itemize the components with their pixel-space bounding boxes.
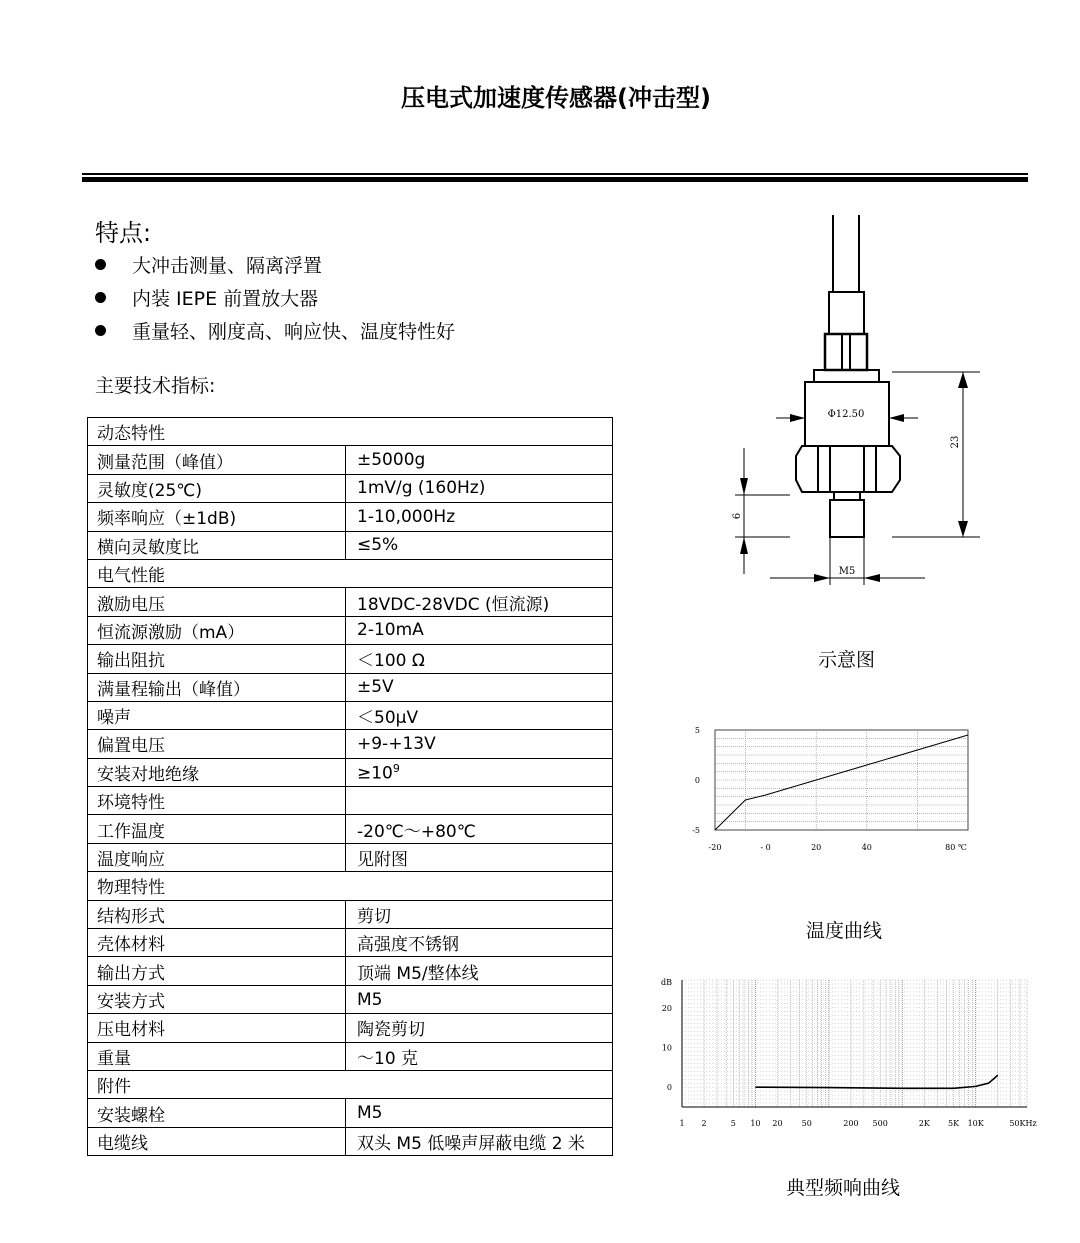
- x-tick-label: 5K: [948, 1119, 960, 1128]
- spec-value: -20℃～+80℃: [346, 815, 613, 843]
- bullet-icon: [95, 325, 106, 336]
- x-tick-label: 2: [701, 1119, 707, 1128]
- spec-row: [88, 1042, 613, 1070]
- x-tick-label: 200: [843, 1119, 859, 1128]
- y-axis-label: dB: [661, 978, 672, 987]
- spec-label: 重量: [88, 1042, 346, 1070]
- spec-row: [88, 1070, 613, 1098]
- spec-label: 满量程输出（峰值）: [88, 673, 346, 701]
- features-heading: 特点:: [95, 219, 152, 247]
- spec-value: 陶瓷剪切: [346, 1014, 613, 1042]
- spec-label: 壳体材料: [88, 929, 346, 957]
- spec-value: 见附图: [346, 843, 613, 871]
- x-tick-label: 50: [801, 1119, 812, 1128]
- spec-label: 横向灵敏度比: [88, 531, 346, 559]
- bullet-icon: [95, 259, 106, 270]
- x-tick-label: 50KHz: [1009, 1119, 1037, 1128]
- spec-row: [88, 787, 613, 815]
- spec-row: [88, 730, 613, 758]
- x-tick-label: 2K: [918, 1119, 930, 1128]
- x-tick-label: 20: [811, 843, 822, 852]
- spec-label: 压电材料: [88, 1014, 346, 1042]
- drawing-caption: 示意图: [818, 649, 876, 671]
- spec-section-label: 物理特性: [88, 872, 613, 900]
- spec-row: [88, 616, 613, 644]
- spec-value: 2-10mA: [346, 616, 613, 644]
- spec-value: ＜100 Ω: [346, 645, 613, 673]
- spec-heading: 主要技术指标:: [95, 375, 216, 397]
- spec-label: 安装对地绝缘: [88, 758, 346, 786]
- spec-label: 灵敏度(25℃): [88, 474, 346, 502]
- temperature-chart: [685, 722, 985, 852]
- y-tick-label: 10: [661, 1043, 672, 1053]
- spec-value: ～10 克: [346, 1042, 613, 1070]
- page-title: 压电式加速度传感器(冲击型): [401, 84, 711, 112]
- y-tick-label: 5: [694, 726, 700, 735]
- series-line: [715, 735, 968, 830]
- spec-label: 输出方式: [88, 957, 346, 985]
- y-tick-label: -5: [692, 826, 700, 835]
- spec-label: 恒流源激励（mA）: [88, 616, 346, 644]
- spec-section-label: 动态特性: [88, 418, 613, 446]
- spec-value: $\ge 10^9$: [346, 758, 613, 786]
- y-tick-label: 0: [666, 1083, 672, 1093]
- spec-label: 环境特性: [88, 787, 346, 815]
- spec-label: 噪声: [88, 701, 346, 729]
- spec-row: [88, 503, 613, 531]
- y-tick-label: 20: [661, 1003, 672, 1013]
- frequency-chart-title: 典型频响曲线: [786, 1177, 901, 1199]
- spec-label: 偏置电压: [88, 730, 346, 758]
- feature-item: 重量轻、刚度高、响应快、温度特性好: [95, 316, 455, 349]
- spec-value: +9-+13V: [346, 730, 613, 758]
- spec-section-label: 电气性能: [88, 559, 613, 587]
- x-tick-label: 80 ℃: [945, 843, 967, 852]
- spec-value: [346, 787, 613, 815]
- spec-value: 1mV/g (160Hz): [346, 474, 613, 502]
- spec-row: [88, 531, 613, 559]
- spec-table: [87, 417, 613, 1156]
- feature-item: 大冲击测量、隔离浮置: [95, 250, 455, 283]
- spec-row: [88, 872, 613, 900]
- thread-label: M5: [838, 566, 856, 577]
- frequency-response-chart: [655, 972, 1050, 1132]
- divider-thin: [82, 173, 1028, 175]
- x-tick-label: 5: [730, 1119, 736, 1128]
- spec-label: 结构形式: [88, 900, 346, 928]
- feature-item: 内装 IEPE 前置放大器: [95, 283, 455, 316]
- thread-length-label: 6: [732, 512, 743, 520]
- spec-label: 激励电压: [88, 588, 346, 616]
- spec-label: 测量范围（峰值）: [88, 446, 346, 474]
- spec-value: ≤5%: [346, 531, 613, 559]
- spec-row: [88, 758, 613, 786]
- spec-value: 高强度不锈钢: [346, 929, 613, 957]
- spec-label: 安装螺栓: [88, 1099, 346, 1127]
- spec-label: 输出阻抗: [88, 645, 346, 673]
- spec-label: 安装方式: [88, 985, 346, 1013]
- spec-row: [88, 701, 613, 729]
- spec-value: 顶端 M5/整体线: [346, 957, 613, 985]
- x-tick-label: 1: [679, 1119, 685, 1128]
- x-tick-label: 10K: [967, 1119, 984, 1128]
- spec-label: 电缆线: [88, 1127, 346, 1155]
- y-tick-label: 0: [694, 776, 700, 785]
- height-label: 23: [950, 435, 961, 449]
- spec-value: 18VDC-28VDC (恒流源): [346, 588, 613, 616]
- spec-row: [88, 815, 613, 843]
- spec-value: ＜50μV: [346, 701, 613, 729]
- spec-row: [88, 673, 613, 701]
- spec-label: 温度响应: [88, 843, 346, 871]
- x-tick-label: - 0: [760, 843, 771, 852]
- diameter-label: Φ12.50: [827, 409, 865, 420]
- spec-section-label: 附件: [88, 1070, 613, 1098]
- x-tick-label: 20: [772, 1119, 783, 1128]
- spec-value: ±5000g: [346, 446, 613, 474]
- spec-value: 双头 M5 低噪声屏蔽电缆 2 米: [346, 1127, 613, 1155]
- spec-value: M5: [346, 1099, 613, 1127]
- spec-row: [88, 1014, 613, 1042]
- divider-thick: [82, 177, 1028, 182]
- spec-row: [88, 843, 613, 871]
- spec-row: [88, 645, 613, 673]
- x-tick-label: 500: [872, 1119, 888, 1128]
- temperature-chart-title: 温度曲线: [806, 920, 883, 942]
- sensor-drawing: [730, 210, 1030, 610]
- spec-value: M5: [346, 985, 613, 1013]
- spec-row: [88, 929, 613, 957]
- spec-label: 工作温度: [88, 815, 346, 843]
- spec-row: [88, 1099, 613, 1127]
- spec-row: [88, 446, 613, 474]
- spec-value: ±5V: [346, 673, 613, 701]
- spec-row: [88, 957, 613, 985]
- spec-row: [88, 418, 613, 446]
- spec-label: 频率响应（±1dB): [88, 503, 346, 531]
- spec-value: 剪切: [346, 900, 613, 928]
- spec-row: [88, 985, 613, 1013]
- features-list: [95, 250, 455, 349]
- x-tick-label: 10: [750, 1119, 761, 1128]
- spec-row: [88, 474, 613, 502]
- bullet-icon: [95, 292, 106, 303]
- spec-row: [88, 588, 613, 616]
- x-tick-label: 40: [861, 843, 872, 852]
- spec-row: [88, 1127, 613, 1155]
- series-line: [755, 1075, 997, 1088]
- x-tick-label: -20: [708, 843, 722, 852]
- spec-value: 1-10,000Hz: [346, 503, 613, 531]
- spec-row: [88, 900, 613, 928]
- spec-row: [88, 559, 613, 587]
